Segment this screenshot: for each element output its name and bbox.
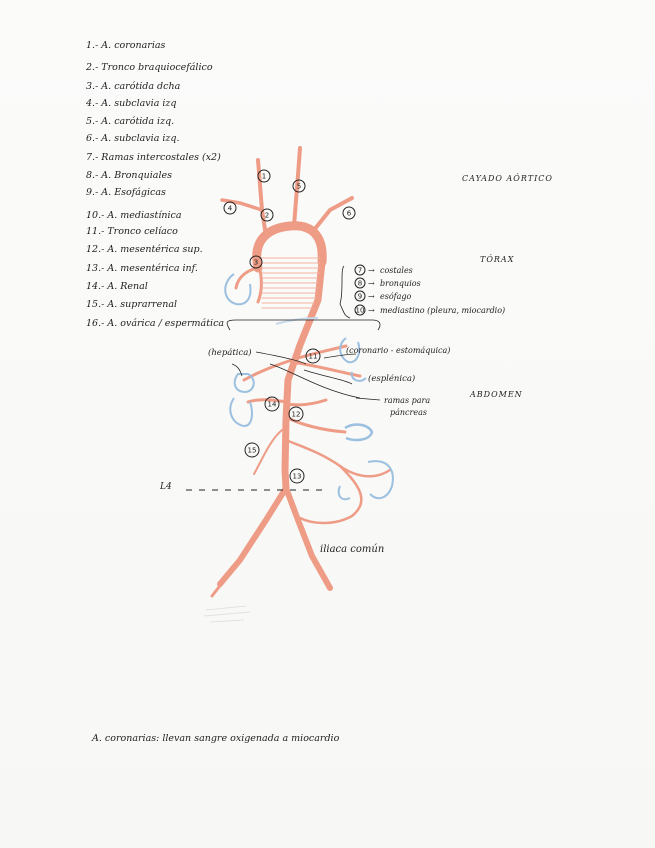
number-marker (343, 207, 355, 219)
number-marker (290, 469, 304, 483)
ovary-icon (339, 486, 350, 499)
renal-artery-left (287, 400, 326, 405)
label-ramas-pancreas-2: páncreas (390, 408, 427, 417)
legend-item: 6.- A. subclavia izq. (86, 133, 180, 144)
svg-text:→: → (368, 306, 375, 315)
legend-item: 15.- A. suprarrenal (86, 299, 178, 310)
legend-item: 2.- Tronco braquiocefálico (86, 62, 213, 73)
left-common-iliac (286, 488, 330, 588)
svg-text:esófago: esófago (380, 292, 412, 301)
svg-text:14: 14 (267, 400, 277, 409)
thorax-label: TÓRAX (480, 255, 515, 264)
svg-text:10: 10 (355, 306, 365, 315)
circled-numbers (224, 170, 355, 483)
legend-item: 16.- A. ovárica / espermática (86, 318, 225, 329)
splenic-artery (292, 362, 360, 376)
legend-item: 1.- A. coronarias (86, 40, 166, 51)
legend-item: 3.- A. carótida dcha (86, 81, 181, 92)
l4-label: L4 (160, 482, 172, 492)
svg-text:4: 4 (227, 204, 233, 213)
label-coronario-estomaquica: (coronario - estomáquica) (346, 346, 451, 355)
svg-text:bronquios: bronquios (380, 279, 421, 288)
footnote: A. coronarias: llevan sangre oxigenada a miocardio (92, 733, 340, 744)
legend-item: 5.- A. carótida izq. (86, 116, 175, 127)
svg-text:→: → (368, 266, 375, 275)
svg-text:3: 3 (253, 258, 259, 267)
number-marker (224, 202, 236, 214)
legend-item: 11.- Tronco celíaco (86, 226, 178, 237)
label-hepatica: (hepática) (208, 348, 252, 358)
right-external-iliac (212, 560, 240, 596)
iliaca-label: iliaca común (320, 544, 385, 555)
svg-text:→: → (368, 279, 375, 288)
label-ramas-pancreas-1: ramas para (384, 396, 431, 405)
svg-text:mediastino (pleura, miocardio): mediastino (pleura, miocardio) (380, 306, 506, 315)
liver-icon (235, 374, 254, 392)
arch-label: CAYADO AÓRTICO (462, 174, 553, 183)
arterial-tree (212, 148, 390, 596)
svg-text:8: 8 (357, 279, 363, 288)
svg-text:2: 2 (264, 211, 270, 220)
thoracic-branch (355, 278, 421, 288)
legend-list (85, 40, 224, 329)
coronary-right (258, 270, 261, 302)
pancreas-icon (345, 425, 372, 440)
sigmoid-branch (300, 466, 361, 523)
intercostal-hatching (262, 258, 320, 308)
legend-item: 9.- A. Esofágicas (86, 187, 166, 198)
heart-icon (225, 274, 250, 304)
number-marker (293, 180, 305, 192)
svg-text:7: 7 (357, 266, 363, 275)
legend-item: 4.- A. subclavia izq (86, 98, 177, 109)
svg-text:5: 5 (296, 182, 302, 191)
number-marker (245, 443, 259, 457)
legend-item: 14.- A. Renal (86, 281, 148, 292)
legend-item: 12.- A. mesentérica sup. (86, 244, 203, 255)
svg-text:→: → (368, 292, 375, 301)
svg-text:costales: costales (380, 266, 413, 275)
thoracic-branch (355, 265, 413, 275)
number-marker (306, 349, 320, 363)
right-common-iliac (220, 488, 286, 584)
abdomen-label: ABDOMEN (470, 390, 523, 399)
thoracic-branch (355, 305, 505, 315)
superior-mesenteric (288, 418, 345, 432)
svg-text:6: 6 (346, 209, 352, 218)
brachiocephalic-trunk (258, 160, 266, 236)
thoracic-branch (355, 291, 412, 301)
svg-text:15: 15 (247, 446, 257, 455)
svg-text:1: 1 (261, 172, 267, 181)
label-esplenica: (esplénica) (368, 374, 416, 384)
legend-item: 10.- A. mediastínica (86, 210, 182, 221)
number-marker (289, 407, 303, 421)
legend-item: 13.- A. mesentérica inf. (86, 263, 198, 274)
colon-icon (368, 461, 393, 498)
svg-text:13: 13 (292, 472, 302, 481)
svg-text:11: 11 (308, 352, 318, 361)
pencil-smudge (204, 606, 250, 622)
svg-text:9: 9 (357, 292, 363, 301)
svg-text:12: 12 (291, 410, 301, 419)
legend-item: 8.- A. Bronquiales (86, 170, 172, 181)
legend-item: 7.- Ramas intercostales (x2) (86, 152, 221, 163)
brace (340, 266, 350, 318)
